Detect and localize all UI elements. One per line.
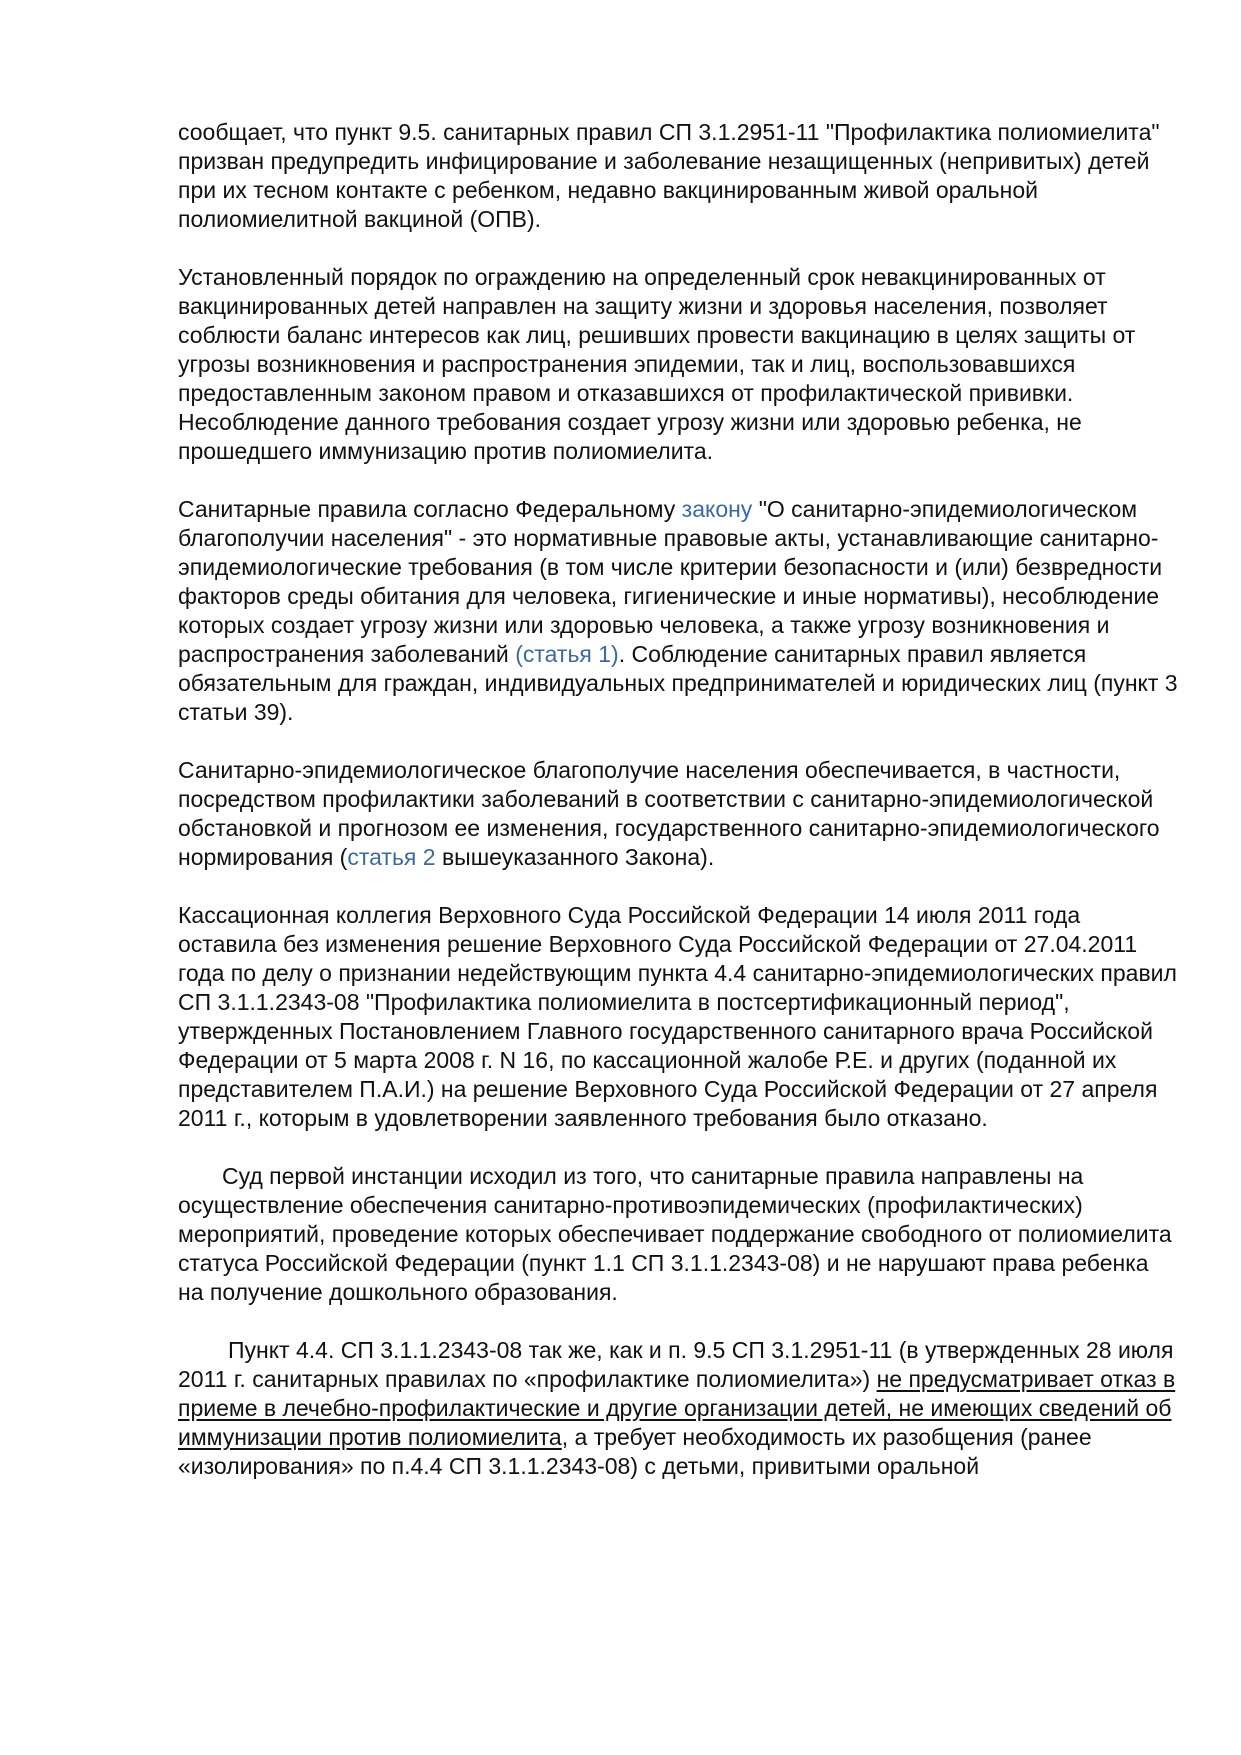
paragraph-gap xyxy=(178,234,1178,263)
paragraph-7-text-a: Пункт 4.4. СП 3.1.1.2343-08 так же, как и п. 9.5 СП 3.1.2951-11 (в утвержденных 28 июля 2011 г. санитарных правилах по «профилактике полиомиелита») xyxy=(178,1337,1174,1392)
paragraph-gap xyxy=(178,872,1178,901)
law-link[interactable]: закону xyxy=(681,496,753,522)
paragraph-4-text-a: Санитарно-эпидемиологическое благополучие населения обеспечивается, в частности, посредством профилактики заболеваний в соответствии с санитарно-эпидемиологической обстановкой и прогнозом ее изменения, государственного санитарно-эпидемиологического нормирования ( xyxy=(178,757,1160,870)
paragraph-5: Кассационная коллегия Верховного Суда Российской Федерации 14 июля 2011 года оставила без изменения решение Верховного Суда Российской Федерации от 27.04.2011 года по делу о признании недействующим пункта 4.4 санитарно-эпидемиологических правил СП 3.1.1.2343-08 "Профилактика полиомиелита в постсертификационный период", утвержденных Постановлением Главного государственного санитарного врача Российской Федерации от 5 марта 2008 г. N 16, по кассационной жалобе Р.Е. и других (поданной их представителем П.А.И.) на решение Верховного Суда Российской Федерации от 27 апреля 2011 г., которым в удовлетворении заявленного требования было отказано. xyxy=(178,902,1177,1131)
paragraph-3-text-c: . Соблюдение санитарных правил является обязательным для граждан, индивидуальных предпринимателей и юридических лиц (пункт 3 статьи 39). xyxy=(178,641,1178,725)
article-2-link[interactable]: статья 2 xyxy=(347,844,436,870)
paragraph-gap xyxy=(178,1307,1178,1336)
article-1-link[interactable]: (статья 1) xyxy=(515,641,619,667)
paragraph-3-text-a: Санитарные правила согласно Федеральному xyxy=(178,496,682,522)
underlined-statement: не предусматривает отказ в приеме в лечебно-профилактические и другие организации детей, не имеющих сведений об иммунизации против полиомиелита xyxy=(178,1366,1176,1450)
paragraph-gap xyxy=(178,466,1178,495)
paragraph-6: Суд первой инстанции исходил из того, что санитарные правила направлены на осуществление обеспечения санитарно-противоэпидемических (профилактических) мероприятий, проведение которых обеспечивает поддержание свободного от полиомиелита статуса Российской Федерации (пункт 1.1 СП 3.1.1.2343-08) и не нарушают права ребенка на получение дошкольного образования. xyxy=(178,1163,1172,1305)
paragraph-7 xyxy=(178,1336,1178,1481)
paragraph-3-text-b: "О санитарно-эпидемиологическом благополучии населения" - это нормативные правовые акты, устанавливающие санитарно-эпидемиологические требования (в том числе критерии безопасности и (или) безвредности факторов среды обитания для человека, гигиенические и иные нормативы), несоблюдение которых создает угрозу жизни или здоровью человека, а также угрозу возникновения и распространения заболеваний xyxy=(178,496,1163,667)
paragraph-2: Установленный порядок по ограждению на определенный срок невакцинированных от вакцинированных детей направлен на защиту жизни и здоровья населения, позволяет соблюсти баланс интересов как лиц, решивших провести вакцинацию в целях защиты от угрозы возникновения и распространения эпидемии, так и лиц, воспользовавшихся предоставленным законом правом и отказавшихся от профилактической прививки. Несоблюдение данного требования создает угрозу жизни или здоровью ребенка, не прошедшего иммунизацию против полиомиелита. xyxy=(178,264,1136,464)
paragraph-7-text-b: , а требует необходимость их разобщения (ранее «изолирования» по п.4.4 СП 3.1.1.2343-08) с детьми, привитыми оральной xyxy=(178,1424,1092,1479)
paragraph-gap xyxy=(178,1133,1178,1162)
paragraph-4 xyxy=(178,756,1178,872)
document-page xyxy=(178,118,1178,1481)
paragraph-1: сообщает, что пункт 9.5. санитарных правил СП 3.1.2951-11 "Профилактика полиомиелита" призван предупредить инфицирование и заболевание незащищенных (непривитых) детей при их тесном контакте с ребенком, недавно вакцинированным живой оральной полиомиелитной вакциной (ОПВ). xyxy=(178,119,1160,232)
paragraph-3 xyxy=(178,495,1178,727)
paragraph-gap xyxy=(178,727,1178,756)
paragraph-4-text-b: вышеуказанного Закона). xyxy=(435,844,715,870)
